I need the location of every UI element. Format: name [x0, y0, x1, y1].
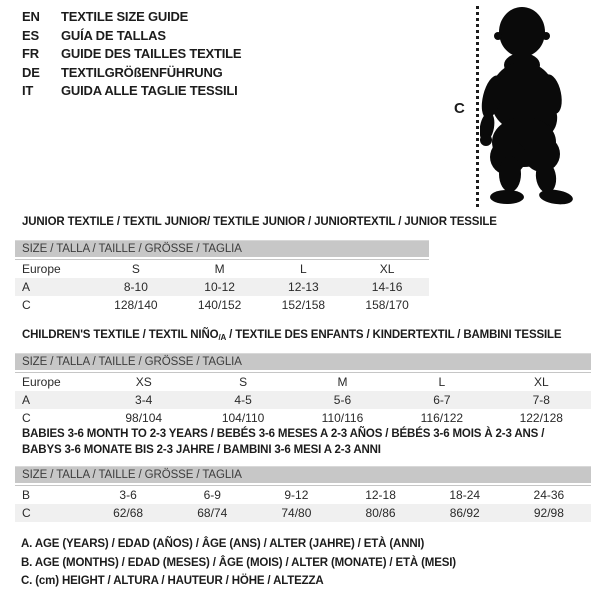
note-line: C. (cm) HEIGHT / ALTURA / HAUTEUR / HÖHE / ALTEZZA — [21, 575, 324, 587]
value-cell: 116/122 — [420, 411, 464, 425]
value-cell: 68/74 — [197, 506, 228, 520]
language-row — [22, 27, 241, 46]
value-cell: 92/98 — [533, 506, 564, 520]
value-cell: 6-7 — [433, 393, 451, 407]
baby-silhouette-icon — [480, 2, 598, 207]
language-label: GUIDE DES TAILLES TEXTILE — [61, 46, 242, 62]
value-cell: S — [131, 262, 140, 276]
value-cell: 3-4 — [135, 393, 153, 407]
value-cell: 152/158 — [281, 298, 326, 312]
table-title-segment: BABYS 3-6 MONATE BIS 2-3 JAHRE / BAMBINI 3-6 MESI A 2-3 ANNI — [22, 444, 381, 456]
table-row — [15, 296, 429, 314]
value-cell: 104/110 — [221, 411, 265, 425]
table-title-segment: BABIES 3-6 MONTH TO 2-3 YEARS / BEBÉS 3-6 MESES A 2-3 AÑOS / BÉBÉS 3-6 MOIS À 2-3 ANS / — [22, 428, 545, 440]
size-header-bar: SIZE / TALLA / TAILLE / GRÖSSE / TAGLIA — [15, 240, 429, 257]
value-cell: 7-8 — [532, 393, 550, 407]
language-label: TEXTILE SIZE GUIDE — [61, 9, 189, 24]
value-cell: 14-16 — [371, 280, 403, 294]
size-header-bar: SIZE / TALLA / TAILLE / GRÖSSE / TAGLIA — [15, 466, 591, 483]
language-row — [22, 45, 241, 64]
note-line: A. AGE (YEARS) / EDAD (AÑOS) / ÂGE (ANS) / ALTER (JAHRE) / ETÀ (ANNI) — [21, 538, 425, 550]
row-label-cell: B — [22, 488, 31, 502]
language-code: DE — [22, 64, 40, 80]
value-cell: M — [337, 375, 348, 389]
table-title-segment: / TEXTILE DES ENFANTS / KINDERTEXTIL / BAMBINI TESSILE — [226, 329, 562, 341]
value-cell: S — [239, 375, 248, 389]
table-title — [22, 328, 591, 345]
value-cell: L — [300, 262, 307, 276]
value-cell: 10-12 — [204, 280, 235, 294]
size-table — [15, 259, 429, 314]
value-cell: 6-9 — [203, 488, 221, 502]
language-code: FR — [22, 46, 39, 62]
table-row — [15, 409, 591, 427]
value-cell: 62/68 — [113, 506, 144, 520]
table-title-segment: CHILDREN'S TEXTILE / TEXTIL NIÑO — [22, 329, 219, 341]
value-cell: 158/170 — [365, 298, 409, 312]
language-row — [22, 8, 241, 27]
value-cell: 4-5 — [234, 393, 252, 407]
value-cell: 12-18 — [365, 488, 396, 502]
size-table-section-babies — [15, 426, 591, 522]
row-label-cell: C — [22, 298, 31, 312]
value-cell: 18-24 — [449, 488, 481, 502]
table-row — [15, 486, 591, 505]
height-measure-dashed-line — [476, 6, 479, 207]
row-label-cell: A — [22, 393, 31, 407]
value-cell: 8-10 — [123, 280, 148, 294]
language-row — [22, 64, 241, 83]
size-header-bar: SIZE / TALLA / TAILLE / GRÖSSE / TAGLIA — [15, 353, 591, 370]
value-cell: L — [438, 375, 446, 389]
measure-notes — [21, 535, 456, 591]
value-cell: XL — [533, 375, 549, 389]
row-label-cell: Europe — [22, 375, 61, 389]
value-cell: 24-36 — [533, 488, 565, 502]
row-label-cell: C — [22, 411, 31, 425]
table-row — [15, 278, 429, 296]
value-cell: XL — [379, 262, 395, 276]
table-row — [15, 504, 591, 522]
value-cell: 12-13 — [288, 280, 319, 294]
table-title-segment: /A — [218, 333, 227, 342]
table-title — [22, 215, 497, 229]
value-cell: XS — [135, 375, 152, 389]
row-label-cell: C — [22, 506, 31, 520]
language-code: IT — [22, 83, 34, 99]
language-label: TEXTILGRÖßENFÜHRUNG — [61, 64, 223, 80]
value-cell: M — [214, 262, 225, 276]
value-cell: 5-6 — [333, 393, 352, 407]
row-label-cell: Europe — [22, 262, 61, 276]
language-label: GUÍA DE TALLAS — [61, 27, 166, 43]
language-legend — [22, 8, 241, 101]
language-code: ES — [22, 27, 39, 43]
value-cell: 9-12 — [284, 488, 309, 502]
value-cell: 122/128 — [519, 411, 563, 425]
note-line: B. AGE (MONTHS) / EDAD (MESES) / ÂGE (MOIS) / ALTER (MONATE) / ETÀ (MESI) — [21, 556, 456, 569]
value-cell: 86/92 — [449, 506, 480, 520]
value-cell: 98/104 — [125, 411, 163, 425]
size-table-section-junior — [15, 215, 497, 314]
height-measure-label: C — [454, 100, 465, 117]
table-row — [15, 373, 591, 392]
row-label-cell: A — [22, 280, 31, 294]
language-label: GUIDA ALLE TAGLIE TESSILI — [61, 83, 238, 99]
size-table-section-children — [15, 328, 591, 427]
value-cell: 128/140 — [114, 298, 158, 312]
table-row — [15, 260, 429, 279]
size-table — [15, 372, 591, 427]
size-table — [15, 485, 591, 522]
value-cell: 110/116 — [321, 411, 364, 425]
value-cell: 74/80 — [281, 506, 312, 520]
table-title-segment: JUNIOR TEXTILE / TEXTIL JUNIOR/ TEXTILE JUNIOR / JUNIORTEXTIL / JUNIOR TESSILE — [22, 216, 497, 228]
table-row — [15, 391, 591, 409]
language-row — [22, 82, 241, 101]
value-cell: 3-6 — [119, 488, 137, 502]
language-code: EN — [22, 9, 40, 24]
value-cell: 140/152 — [197, 298, 242, 312]
baby-figure-area — [450, 0, 600, 215]
table-title — [22, 426, 591, 458]
value-cell: 80/86 — [365, 506, 396, 520]
